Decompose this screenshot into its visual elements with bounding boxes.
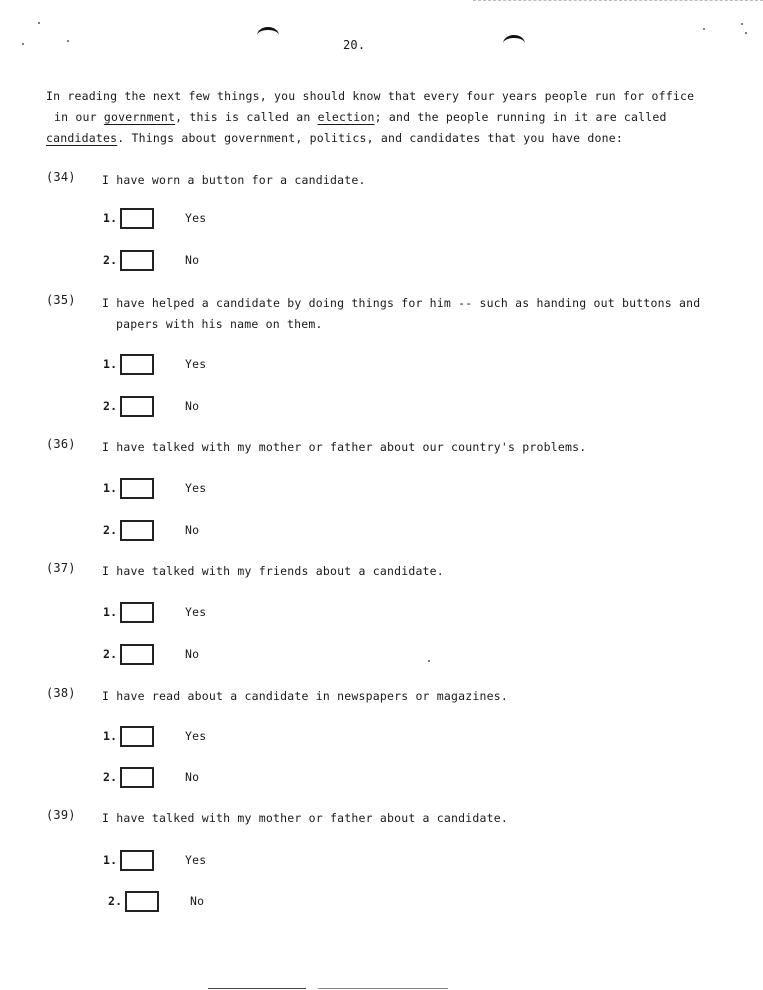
- option-number: 2.: [103, 523, 118, 537]
- checkbox[interactable]: [120, 354, 154, 375]
- checkbox[interactable]: [120, 644, 154, 665]
- checkbox[interactable]: [125, 891, 159, 912]
- bottom-rule: [208, 988, 306, 989]
- option-label: Yes: [185, 211, 207, 225]
- option-number: 1.: [103, 357, 118, 371]
- checkbox[interactable]: [120, 478, 154, 499]
- speck: [67, 40, 69, 42]
- option-number: 2.: [103, 647, 118, 661]
- checkbox[interactable]: [120, 250, 154, 271]
- underlined-term-government: government: [103, 110, 176, 124]
- page-number: 20.: [343, 38, 366, 52]
- intro-line-2: [46, 107, 746, 128]
- question-text: [102, 293, 700, 335]
- option-label: No: [185, 253, 200, 267]
- question-text-line: I have helped a candidate by doing things for him -- such as handing out buttons and: [102, 296, 701, 310]
- option-label: No: [185, 399, 200, 413]
- speck: [38, 22, 40, 24]
- speck: [703, 28, 705, 30]
- option-label: No: [185, 523, 200, 537]
- option-number: 1.: [103, 729, 118, 743]
- option-number: 1.: [103, 853, 118, 867]
- question-text: I have read about a candidate in newspapers or magazines.: [102, 689, 509, 703]
- checkbox[interactable]: [120, 208, 154, 229]
- option-label: Yes: [185, 481, 207, 495]
- question-text: I have talked with my mother or father about our country's problems.: [102, 440, 587, 454]
- question-text: I have worn a button for a candidate.: [102, 173, 366, 187]
- question-text: I have talked with my mother or father about a candidate.: [102, 811, 509, 825]
- option-number: 1.: [103, 605, 118, 619]
- question-number: (36): [46, 437, 76, 451]
- question-text: I have talked with my friends about a candidate.: [102, 564, 444, 578]
- speck: [428, 660, 430, 662]
- option-label: No: [185, 770, 200, 784]
- intro-line-3: [46, 128, 746, 149]
- punch-mark-right: [503, 35, 525, 52]
- checkbox[interactable]: [120, 602, 154, 623]
- question-number: (37): [46, 561, 76, 575]
- underlined-term-election: election: [317, 110, 375, 124]
- intro-paragraph: [46, 86, 746, 149]
- checkbox[interactable]: [120, 850, 154, 871]
- question-number: (39): [46, 808, 76, 822]
- bottom-rule: [318, 988, 448, 989]
- punch-mark-left: [257, 27, 279, 44]
- checkbox[interactable]: [120, 520, 154, 541]
- intro-text: . Things about government, politics, and candidates that you have done:: [117, 131, 624, 145]
- option-number: 1.: [103, 481, 118, 495]
- option-number: 1.: [103, 211, 118, 225]
- option-label: Yes: [185, 729, 207, 743]
- option-label: Yes: [185, 605, 207, 619]
- option-number: 2.: [103, 253, 118, 267]
- underlined-term-candidates: candidates: [46, 131, 118, 145]
- option-label: Yes: [185, 357, 207, 371]
- option-label: No: [190, 894, 205, 908]
- scan-edge-dashes: [473, 0, 763, 1]
- option-number: 2.: [103, 399, 118, 413]
- option-label: Yes: [185, 853, 207, 867]
- intro-line-1: In reading the next few things, you should know that every four years people run for office: [46, 89, 695, 103]
- option-label: No: [185, 647, 200, 661]
- question-number: (38): [46, 686, 76, 700]
- checkbox[interactable]: [120, 396, 154, 417]
- speck: [745, 32, 747, 34]
- checkbox[interactable]: [120, 726, 154, 747]
- intro-text: , this is called an: [175, 110, 318, 124]
- question-number: (34): [46, 170, 76, 184]
- intro-text: ; and the people running in it are called: [374, 110, 667, 124]
- speck: [741, 23, 743, 25]
- checkbox[interactable]: [120, 767, 154, 788]
- intro-text: in our: [54, 110, 104, 124]
- question-number: (35): [46, 293, 76, 307]
- speck: [22, 43, 24, 45]
- question-text-line: papers with his name on them.: [116, 317, 323, 331]
- option-number: 2.: [108, 894, 123, 908]
- option-number: 2.: [103, 770, 118, 784]
